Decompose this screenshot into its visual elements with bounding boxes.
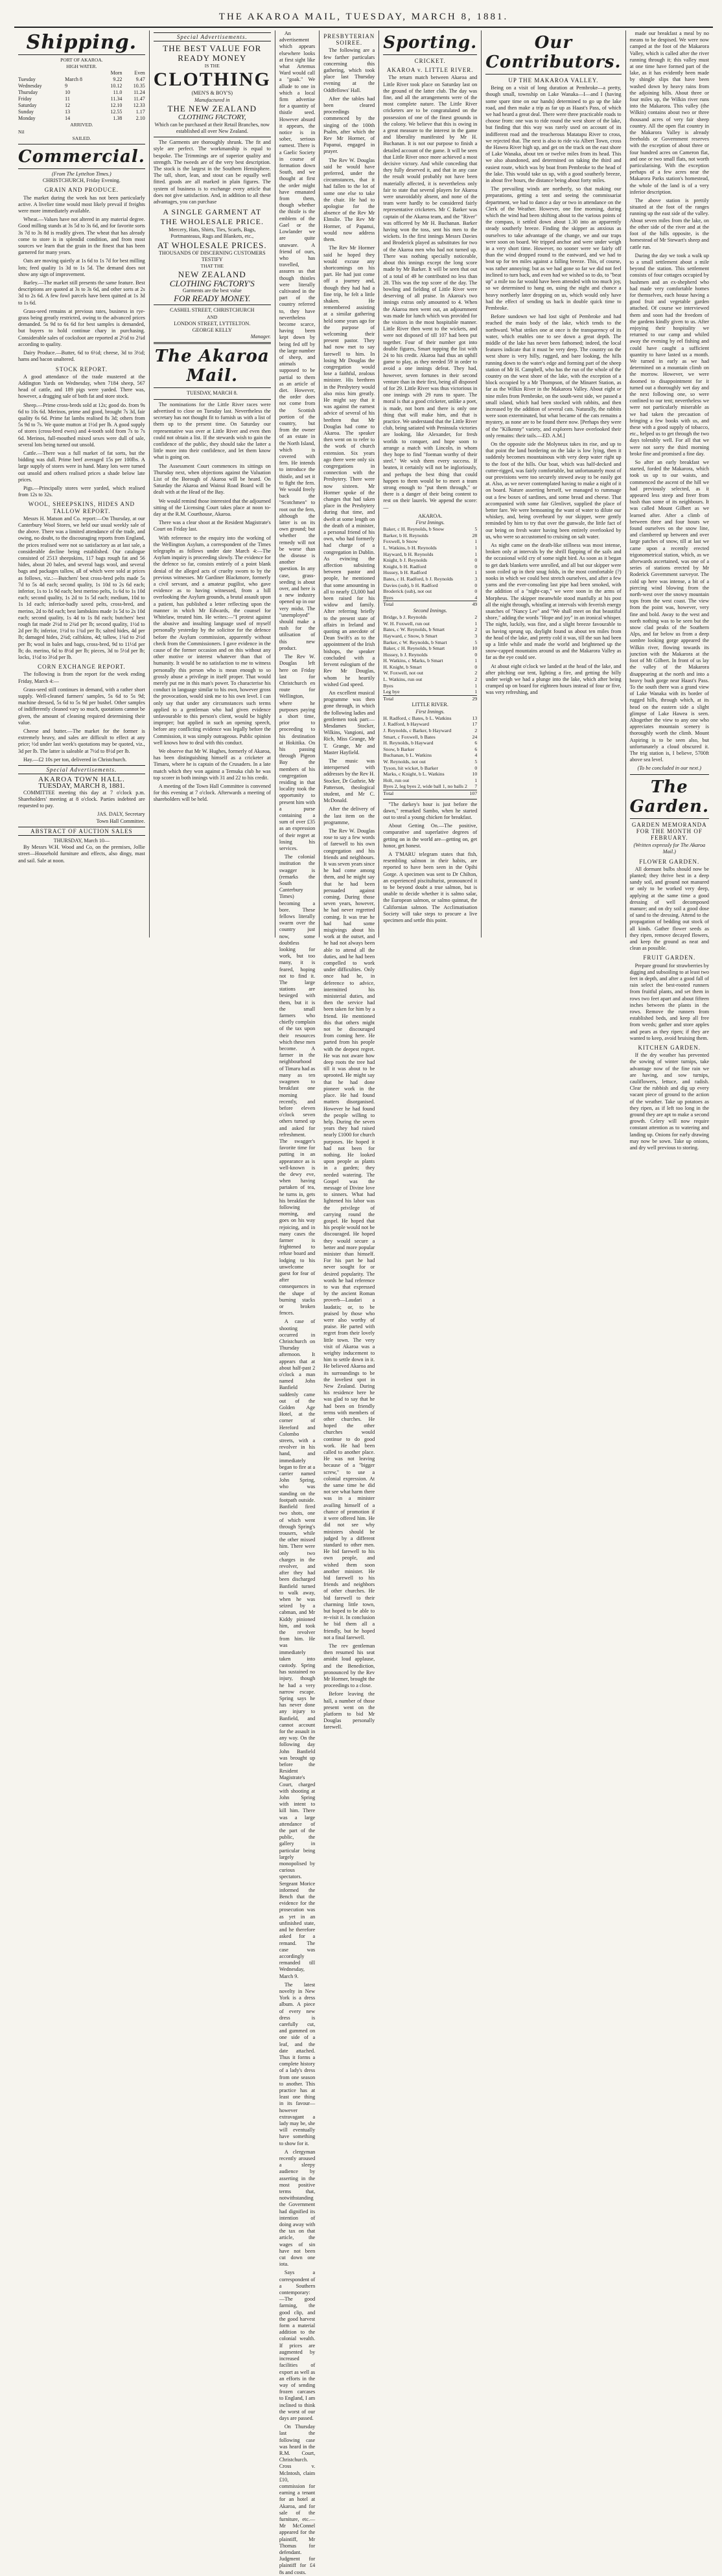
score-row: Davies (sub), b H. Radford 0 xyxy=(383,582,478,588)
paragraph: The following is from the report for the week ending Friday, March 4:— xyxy=(18,671,145,684)
ad-line: Which can be purchased at their Retail Branches, now established all over New Zealand. xyxy=(154,121,270,135)
score-row: H. Knight, b Smart 0 xyxy=(383,663,478,670)
town-hall-heading: AKAROA TOWN HALL. xyxy=(38,776,125,784)
score-row: Baker, c H. Reynolds, b Smart 10 xyxy=(383,645,478,652)
paragraph: The music was interspersed with addresses by the Rev H. Stocker, Dr Guthrie, Mr Patterson, theological student, and Mr C. McDonald. xyxy=(323,757,375,804)
score-row: Holt, run out 1 xyxy=(383,777,478,783)
paragraph: There was a clear shoot at the Resident Magistrate's Court on Friday last. xyxy=(153,520,271,533)
paragraph: A meeting of the Town Hall Committee is convened for this evening at 7 o'clock. Afterwards a meeting of shareholders will be held. xyxy=(153,783,271,803)
paragraph: Before leaving the hall, a number of those present went on the platform to bid Mr Douglas personally farewell. xyxy=(323,1691,375,1731)
paragraph: We observe that Mr W. Hughes, formerly of Akaroa, has been distinguishing himself as a cricketer at Timaru, where he is captain of the Crusaders. In a late match which they won against a Temuka club he was top scorer in both innings with 31 and 22 to his credit. xyxy=(153,748,271,781)
ad-line: Garments are the best value xyxy=(182,288,242,294)
score-row: Knight, b J. Reynolds 0 xyxy=(383,557,478,564)
ad-ready-money: FOR READY MONEY. xyxy=(174,293,251,304)
paragraph: On Thursday last the following case was heard in the R.M. Court, Christchurch. Cross v. McIntosh, claim £10, commission for earning a tenant for an hotel at Akaroa, and for sale of the furniture, etc.—Mr McConnel appeared for the plaintiff, Mr Thomas for defendant. Judgment for plaintiff for £4 8s and costs. xyxy=(279,2424,316,2575)
ad-line: Manager. xyxy=(250,334,271,340)
tide-row: Friday 11 11.34 11.47 xyxy=(18,96,145,102)
paragraph: Pigs.—Principally stores were yarded, which realised from 12s to 32s. xyxy=(18,485,145,498)
town-signature-title: Town Hall Committee. xyxy=(96,818,145,824)
grain-heading: GRAIN AND PRODUCE. xyxy=(44,187,119,194)
score-row: Marks, c Knight, b L. Watkins 10 xyxy=(383,771,478,777)
special-ads-heading: Special Advertisements. xyxy=(18,765,145,774)
score-row: Byes 2, leg byes 2, wide ball 1, no balls 2 7 xyxy=(383,783,478,790)
paragraph: Dairy Produce.—Butter, 6d to 6½d; cheese, 3d to 3½d; hams and bacon unaltered. xyxy=(18,350,145,363)
paragraph: With reference to the enquiry into the working of the Wellington Asylum, a correspondent of the Times telegraphs as follows under date March 4:—The Asylum inquiry is proceeding slowly. The evidence for the defence so far, consists entirely of a point blank denial of the alleged acts of cruelty sworn to by the previous witnesses. Mr Gardiner Blackmore, formerly a civil servant, and a amateur pugilist, who gave evidence as to having witnessed, from a hill overlooking the Asylum grounds, a brutal assault upon a patient, has published a letter reflecting upon the manner in which Mr Edwards, the counsel for Whitelaw, treated him. He writes:—"I protest against the abusive and insulting language used of myself personally yesterday by the solicitor for the defence before the Asylum commission, apparently without check from the Commissioners. I gave evidence in the cause of the former occasion and on this without any other motive or interest whatever than that of humanity. It would be no satisfaction to me to witness personally this person who is mean enough to so grossly abuse a privilege in itself proper. That would merely put me in this man's power. To characterise his conduct in language similar to his own, however gross the provocation, would sink me to his own level. I can only say that under any circumstances such terms applied to a gentleman who had given evidence unfavourable to this person's client, would be highly improper; but applied in such an opening speech, before any conflicting evidence was legally before the Commission, it was simply outrageous. Public opinion well knows how to deal with this conduct. xyxy=(153,535,271,746)
ad-line: CASHEL STREET, CHRISTCHURCH xyxy=(170,307,255,314)
ad-line: LONDON STREET, LYTTELTON. xyxy=(174,320,251,327)
ad-line: IS THE xyxy=(204,63,220,69)
soiree-heading: PRESBYTERIAN SOIREE. xyxy=(323,33,375,47)
score-row: Bates, c W. Reynolds, b Smart 2 xyxy=(383,627,478,633)
score-row: Hayward, b H. Reynolds 1 xyxy=(383,551,478,557)
paragraph: The rev gentleman then resumed his seat amidst loud applause, and the Benediction, pronounced by the Rev Mr Hormer, brought the proceedings to a close. xyxy=(323,1642,375,1689)
paragraph: So after an early breakfast we started, forded the Makarora, which took us up to our waists, and commenced the ascent of the hill we had previously selected, as it appeared less steep and freer from bush than some of its neighbours. It was called Mount Gilbert as we learned after. After a climb of between three and four hours we found ourselves on the snow line, and clambered up between and over large patches of snow, till at last we came upon a recently erected trigonometrical station, which, as we afterwards ascertained, was one of a series of stations erected by Mr Roderick Government surveyor. The cold up here was intense, a bit of a piercing wind blowing from the north-west over the snowy mountain tops from the west coast. The view from the point was, however, very fine and bold. Away to the west and north nothing was to be seen but the snow clad peaks of the Southern Alps, and far below us from a deep sombre looking gorge appeared the Wilkin river, flowing towards its junction with the Makarora at the foot of Mt Gilbert. In front of us lay the valley of the Makarora disappearing at the north and into a heavy bush gorge near Haast's Pass. To the south there was a grand view of Lake Wanaka with its border of rugged hills, through which, at its head on the eastern side a slight glimpse of Lake Hawea is seen. Altogether the view to any one who appreciates mountain scenery is thoroughly worth the climb. Mount Aspiring is to be seen also, but unfortunately a cloud obscured it. The trig station is, I believe, 5700ft above sea level. xyxy=(629,459,709,763)
paragraph: Sheep.—Prime cross-breds sold at 12s; good do. from 9s 6d to 10s 6d. Merinos, prime and good, brought 7s 3d, fair quality 6s 6d. Prime fat lambs realised 8s 3d; others from 5s 9d to 7s. We quote mutton at 1½d per lb. A good supply of stores (cross-bred ewes) and 4-tooth sold from 7s to 7s 6d. Merinos, full-mouthed mixed sexes were dull of sale, several lots being turned out unsold. xyxy=(18,402,145,448)
ad-line: THOUSANDS OF DISCERNING CUSTOMERS TESTIFY xyxy=(158,249,266,262)
ad-clothing: CLOTHING xyxy=(153,69,271,91)
paragraph: Grass-seed remains at previous rates, business in rye-grass being greatly restricted, owing to the advanced prices demanded. 5s 9d to 6s 6d for best samples is demanded, but buyers to hold continue chary in purchasing. Considerable sales of cocksfoot are reported at 2½d to 2¾d according to quality. xyxy=(18,308,145,347)
paragraph: The market during the week has not been particularly active. A livelier time would most likely prevail if freights were more immediately available. xyxy=(18,194,145,214)
score-row: Barker, c W. Reynolds, b Smart 5 xyxy=(383,639,478,645)
corn-heading: CORN EXCHANGE REPORT. xyxy=(38,663,126,671)
score-row: Smart, c Foxwell, b Bates 24 xyxy=(383,733,478,740)
score-row: Bridge, b J. Reynolds 2 xyxy=(383,614,478,621)
arrived-heading: ARRIVED. xyxy=(70,122,93,128)
ad-line: Manufactured in xyxy=(194,97,230,103)
paragraph: Grass-seed still continues in demand, with a rather short supply. Well-cleaned farmers' samples, 5s 6d to 5s 9d; machine dressed, 5s 6d to 5s 9d per bushel. Other samples of indifferently cleaned vary so much, quotations cannot be given, the amount of cleaning required determining their value. xyxy=(18,686,145,726)
ad-line: CLOTHING FACTORY, xyxy=(178,113,246,121)
score-row: Byes 4 xyxy=(383,594,478,601)
tide-row: Monday 14 1.38 2.10 xyxy=(18,115,145,122)
score-row: J. Radford, b Hayward 17 xyxy=(383,721,478,728)
paragraph: Before sundown we had lost sight of Pembroke and had reached the main body of the lake, which tends to the northward. What strikes one at once is the transparency of its water, which enables one to see down a great depth. The middle of the lake has never been fathomed; indeed, the local features indicate that it must be very deep. The country on the west shore is very hilly, rugged, and bare looking, the hills running down to the water's edge and forming part of the sheep station of Mr H. Campbell, who has the run of the whole of the country on the west shore of the lake, with the exception of a block occupied by a Mr Thompson, of the Minaret Station, as far as the Wilkin River in the Makarora Valley. About eight or nine miles from Pembroke, on the south-west side, we passed a small island, which had been stocked with rabbits, and then increased by the addition of several cats. Naturally, the rabbits were soon exterminated, but what became of the cats remains a mystery, as none are to be found there now. [Perhaps they were of the "Kilkenny" variety, and explorers have overlooked their only remains: their tails.—ED. A.M.] xyxy=(485,314,622,439)
score-row: Hussey, b H. Radford 1 xyxy=(383,569,478,576)
arrived-nil: Nil xyxy=(18,128,25,135)
paragraph: We would remind those interested that the adjourned sitting of the Licensing Court takes place at noon to-day at the R.M. Courthouse, Akaroa. xyxy=(153,498,271,517)
paragraph: COMMITTEE meeting this day at 7 o'clock p.m. Shareholders' meeting at 8 o'clock. Parties indebted are requested to pay. xyxy=(18,789,145,809)
paragraph: The Rev W. Douglas rose to say a few words of farewell to his own congregation and his friends and neighbours. It was seven years since he had come among them, and he might say that he had been persuaded against coming. During those seven years, however, he had never regretted coming. It was true he had had some misgivings about his work at the outset, and he had not always been able to attend all the duties, and he had been compelled to work under difficulties. Only once had he, in deference to advice, intermitted his ministerial duties, and then the service had been taken for him by a friend. He mentioned this that others might not be discouraged from coming here. He parted from his people with the deepest regret. He was not aware how deep roots the tree had till it was about to be uprooted. He might say that he had done pioneer work in the place. He had found matters disorganised. However he had found the people willing to help. During the seven years they had raised nearly £1000 for church purposes. He hoped it had not been for nothing. He looked upon people as plants in a garden; they needed watering. The Gospel was the message of Divine love to sinners. What had lightened his labor was the privilege of carrying round the gospel. He hoped that his people would not be discouraged. He hoped they would secure a better and more popular minister than himself. For his part he had never sought for or desired popularity. The words he had reference to was that expressed by the ancient Roman proverb—Laudari a laudatis; or, to be praised by those who were also worthy of praise. He parted with regret from their lovely little town. The very visit of Akaroa was a weighty inducement to him to settle down in it. He believed Akaroa and its surroundings to be the loveliest spot in New Zealand. During his residence here he was glad to say that he had been on friendly terms with members of other churches. He hoped the other churches would continue to do good work. He had been called to another place. He was not leaving because of a "bigger screw," to use a colonial expression. At the same time he did not see what harm there was in a minister availing himself of a chance of promotion if it were offered him. He did not see why ministers should be judged by a different standard to other men. He bid farewell to his own people, and wished them soon another minister. He bid farewell to his friends and neighbors of other churches. He bid farewell to their charming little town, but hoped to be able to re-visit it. In conclusion he bid them all a friendly, but he hoped not a final farewell. xyxy=(323,827,375,1640)
score-row: Buchanan, b L. Watkins 4 xyxy=(383,752,478,759)
first-innings-heading: First Innings. xyxy=(415,520,445,526)
score-row: H. Reynolds, b Hayward 6 xyxy=(383,740,478,746)
special-ads-heading: Special Advertisements. xyxy=(154,32,271,41)
tide-row: Saturday 12 12.10 12.33 xyxy=(18,102,145,109)
auction-day: THURSDAY, March 10— xyxy=(53,837,110,844)
column-5 xyxy=(379,30,482,937)
score-row: Barker, b H. Reynolds 28 xyxy=(383,532,478,538)
score-row: H. Watkins, c Marks, b Smart 1 xyxy=(383,658,478,664)
paragraph: The Rev W. Douglas left here on Friday last for Christchurch en route for Wellington, where he purposes paying a short time, prior to proceeding to his destination at Hokitika. On his passing through Pigeon Bay the members of his congregation residing in that locality took the opportunity to present him with a purse containing a sum of over £35 as an expression of their regret at losing his services. xyxy=(279,654,316,851)
paragraph: Says a correspondent of a Southern contemporary:—The good farming, the good clip, and the good harvest form a material addition to the colonial wealth. If prices are augmented by increased facilities of export as well as an efforts in the way of sending frozen carcases to England, I am inclined to think the worst of our days are passed. xyxy=(279,2270,316,2421)
score-row: H. Radford, c Bates, b L. Watkins 13 xyxy=(383,715,478,721)
ad-line: THAT THE xyxy=(200,263,224,270)
score-row: Foxwell, b Snow 1 xyxy=(383,538,478,545)
paragraph: Cheese and butter.—The market for the former is extremely heavy, and sales are difficult to effect at any price; ½d under last week's quotations may be quoted, viz., 3d per lb. The latter is saleable at 7½d to 8½d per lb. xyxy=(18,728,145,754)
lr-first-innings-heading: First Innings. xyxy=(415,708,445,715)
column-7 xyxy=(626,30,713,1151)
ad-wholesale: AT WHOLESALE PRICES. xyxy=(157,240,267,250)
ad-single: A SINGLE GARMENT AT THE WHOLESALE PRICE. xyxy=(160,207,264,227)
paragraph: An excellent musical programme was then gone through, in which the following ladies and gentlemen took part:—Mesdames Stocker, Wilkins, Vangioni, and Rich, Miss Grange, Mr T. Grange, Mr and Master Hayfield. xyxy=(323,689,375,755)
paragraph: made our breakfast a meal by no means to be despised. We were now camped at the foot of the Makarora Valley, which is called after the river running through it; this valley must at one time have formed part of the lake, as it has evidently been made by shingle slips that have been washed down by heavy rains from the adjoining hills. About three or four miles up, the Wilkin river runs into the Makarora. This valley (the Wilkin) contains about two or three thousand acres of very fair sheep country. All the open flat country in the Makarora Valley is already freeholds or Government reserves with the exception of about three or four hundred acres on Cameron flat, and one or two small flats, not worth particularising. With the exception perhaps of a few acres near the Makarora Parks station's homestead, the whole of the land is of a very inferior description. xyxy=(629,30,709,195)
score-row: L. Watkins, run out 2 xyxy=(383,676,478,683)
paragraph: After the delivery of the last item on the programme, xyxy=(323,806,375,825)
cricket-heading: CRICKET. xyxy=(414,58,446,64)
match-heading: AKAROA v. LITTLE RIVER. xyxy=(386,67,474,74)
shipping-heading: Shipping. xyxy=(26,31,137,54)
paragraph: A case of shooting occurred in Christchurch on Thursday afternoon. It appears that at about half-past 2 o'clock a man named John Banfield suddenly came out of the Golden Age Hotel, at the corner of Hereford and Colombo streets, with a revolver in his hand, and immediately began to fire at a carrier named John Spring, who was standing on the footpath outside. Banfield fired two shots, one of which went through Spring's trousers, while the other missed him. There were only two charges in the revolver, and after they had been discharged Banfield turned to walk away, when he was seized by a cabman, and Mr Kiddy pinioned him, and took the revolver from him. He was immediately taken into custody. Spring has sustained no injury, though he had a very narrow escape. Spring says he has never done any injury to Banfield, and cannot account for the assault in any way. On the following day John Banfield was brought up before the Resident Magistrate's Court, charged with shooting at John Spring with intent to kill him. There was a large attendance of the part of the public, the gallery in particular being largely monopolised by curious spectators. Sergeant Morice informed the Bench that the evidence for the prosecution was as yet in an unfinished state, and he therefore asked for a remand. The case was accordingly remanded till Wednesday, March 9. xyxy=(279,1318,316,1979)
masthead: THE AKAROA MAIL, TUESDAY, MARCH 8, 1881. xyxy=(14,12,713,28)
score-row: L. Watkins, b H. Reynolds 1 xyxy=(383,545,478,551)
dateline: CHRISTCHURCH, Friday Evening. xyxy=(42,178,121,184)
paragraph: Messrs H. Matson and Co. report:—On Thursday, at our Canterbury Wool Stores, we held our usual weekly sale of the above. There was a limited attendance of the trade, and owing, no doubt, to the discouraging reports from England, the prices realised were not so satisfactory as at last sale, a considerable decline being established. Our catalogue consisted of 2513 sheepskins, 117 bags rough fat and 56 hides, about 20 bales, and several bags wool, and several bags and packages tallow, all of which were sold at prices as follows, viz.:—Butchers' best cross-bred pelts made 5s 7d to 5s 4d each; second quality, 1s 10d to 2s 6d each; inferior, 1s to 1s 9d each; best merino pelts, 1s 6d to 1s 10d each; second quality, 1s 2d to 1s 5d each; medium, 10d to 1s 1d each; inferior-badly saved pelts, cross-bred, and merino, 2d to 8d each; best lambskins made 1s 5d to 2s 10d each; second quality, 1s 4d to 1s 8d each; butchers' best rough fat made 2½d to 2¾d per lb; second quality, 1½d to 2d per lb; inferior, 1½d to 1¾d per lb; salted hides, 4d per lb; damaged hides, 2¾d; calfskins, 4d; tallow, 1¾d to 2½d per lb; wool in bales and bags, cross-bred, 9d to 11½d per lb; do. merino, 6d to 8½d per lb; pieces, 3d to 5½d per lb; locks, 1½d to 3½d per lb. xyxy=(18,515,145,661)
ad-body: The Garments are thoroughly shrunk. The fit and style are perfect. The workmanship is equal to bespoke. The Trimmings are of superior quality and strength. The tweeds are of the very best description. The stock is the largest in the Southern Hemisphere. The tall, short, lean, and stout can be equally well fitted. goods are all marked in plain figures. The system of business is to exchange every article that does not give satisfaction. And, in addition to all these advantages, you can purchase xyxy=(153,139,271,205)
score-total: Total 29 xyxy=(383,695,478,702)
paragraph: An advertisement which appears elsewhere looks at first sight like what Artemus Ward would call a "goak." We allude to one in which a local firm advertise for a quantity of thistle seed. However absurd it appears, the notice is in sober, serious earnest. There is a Gaelic Society in course of formation down South, and we thought at first the order might have emanated from them, though whether the thistle is the emblem of the Gael or the Lowlander we are quite unaware. A friend of ours, who has travelled, assures us that though thistles were literally cultivated in the part of the country referred to, they have nevertheless become scarce, having been kept down by being fed off by the large number of sheep, and animals supposed to be partial to them as an article of diet. However, the order does not come from the Scottish portion of the country, but from the owner of an estate in the North Island, which is covered with fern. He intends to introduce the thistle, and set it to fight the fern. We would freely back the "Scotchmen" to root out the fern, although the latter is on its own ground; but whether the remedy will not be worse than the disease is another question. In any case, grass-seeding is about over, and here is a new industry opened up in our very midst. The "unemployed" should make a rush for the utilisation of this new product. xyxy=(279,30,316,651)
column-4 xyxy=(320,30,379,1731)
column-1 xyxy=(14,30,150,937)
score-row: W. H. Foxwell, run out 1 xyxy=(383,620,478,627)
ad-line: THE NEW ZEALAND xyxy=(167,103,257,113)
paragraph: The Rev W. Douglas said he would have preferred, under the circumstances, that it had fallen to the lot of some one else to take the chair. He had to apologise for the absence of the Rev Mr Elmslie. The Rev Mr Hormer, of Papanui, would now address them. xyxy=(323,157,375,243)
paragraph: If the dry weather has prevented the sowing of winter turnips, take advantage now of the fine rain we are having, and sow turnips, cauliflowers, lettuce, and radish. Clear the rubbish and dig up every vacant piece of ground to the action of the weather. Take up potatoes as they ripen, as if left too long in the ground they are apt to make a second growth. Celery will now require constant attention as to watering and landing up. Onions for early drawing may now be sown. Take up onions, and dry well previous to storing. xyxy=(629,1052,709,1151)
port-line: PORT OF AKAROA. xyxy=(60,57,103,63)
score-row: W. Foxwell, not out 2 xyxy=(383,670,478,676)
paragraph: "The darkey's hour is just before the dawn," remarked Sambo, when he started out to steal a young chicken for breakfast. xyxy=(383,801,478,820)
garden-subheading: (Written expressly for The Akaroa Mail.) xyxy=(633,842,706,855)
auction-heading: ABSTRACT OF AUCTION SALES xyxy=(18,827,145,836)
from-times: (From The Lyttelton Times.) xyxy=(51,171,111,178)
column-2 xyxy=(150,30,275,937)
tide-row: Wednesday 9 10.12 10.35 xyxy=(18,83,145,89)
fruit-heading: FRUIT GARDEN. xyxy=(643,954,696,961)
clothing-advertisement xyxy=(154,43,271,340)
paragraph: By Messrs W.H. Wood and Co, on the premises, Jollie street—Household furniture and effects, also dingy, mast and sail. Sale at noon. xyxy=(18,844,145,864)
valley-heading: UP THE MAKAROA VALLEY. xyxy=(508,77,599,84)
score-row: W. Reynolds, not out 5 xyxy=(383,759,478,765)
garden-heading: The Garden. xyxy=(629,777,710,816)
tide-row: Sunday 13 12.55 1.17 xyxy=(18,109,145,115)
paragraph: All dormant bulbs should now be planted; they thrive best in a deep sandy soil, and ground not manured or only to be worked very deep, applying at the same time a good dressing of well decomposed manure; and on dry soil a good dose of sand to the dressing. Attend to the propagation of bedding out stock of all kinds. Gather flower seeds as they ripen, remove decayed flowers, and keep the ground as neat and clean as possible. xyxy=(629,866,709,952)
ad-line: (MEN'S & BOY'S) xyxy=(191,90,233,97)
tide-row: Tuesday March 8 9.22 9.47 xyxy=(18,76,145,83)
paragraph: The following are a few farther particulars concerning this gathering, which took place last Thursday evening at the Oddfellows' Hall. xyxy=(323,47,375,93)
paragraph: Barley.—The market still presents the same feature. Best descriptions are quoted at 3s to 3s 6d, and other sorts at 2s 3d to 2s 6d. A few fowl parcels have been quitted at 1s 3d to 1s 6d. xyxy=(18,280,145,306)
akaroa-heading: AKAROA. xyxy=(418,512,443,519)
mail-date: TUESDAY, MARCH 8. xyxy=(186,390,238,397)
paragraph: The prevailing winds are northerly, so that making our preparations, getting a tent and seeing the commissariat department, we had to dance a day or two in attendance on the Clerk of the Weather. However, one fine morning, during which the wind had been shifting about to the various points of the compass, it settled down about 1.30 into an apparently steady southerly breeze. Finding the skipper as anxious as ourselves to take advantage of the change, we and our traps were soon on board. We tripped anchor and were under weigh in a very short time. However, no sooner were we fairly off than the wind dropped round to the eastward, and we had to beat up for ten miles against a falling breeze. This, of course, was rather annoying; but as we had gone so far we did not feel inclined to turn back, and even had we wished so to do, to "beat up" a mile too far would have been attended with too much joy, so we determined to hang on, using the night and chance a heavy northerly later dropping on us, which would only have had the effect of sending us back in double quick time to Pembroke. xyxy=(485,186,622,311)
continued-note: (To be concluded in our next.) xyxy=(637,765,701,772)
paragraph: The latest novelty in New York is a dress album. A piece of every new dress is carefully cut, and gummed on one side of a leaf, and the date attached. Thus it forms a complete history of a lady's dress from one season to another. This practice has at least one thing in its favour—however extravagant a lady may be, she will eventually have something to show for it. xyxy=(279,1981,316,2146)
score-row: Knight, b H. Radford 0 xyxy=(383,563,478,569)
paragraph: Being on a visit of long duration at Pembroke—a pretty, though small, township on Lake Wanaka—I—and I (having some spare time on our hands) determined to go up the lake road, and then make a trip as far up as Haast's Pass, of which we had heard a great deal. There were three practicable roads to choose from: one was to ride round the west shore of the lake, but finding that this way was rarely used on account of its indifferent road and the treacherous Matatapu River to cross, we rejected that. The next is also to ride via Albert Town, cross the Hawea River high up, and get on the track on the east shore of Lake Wanaka, about ten or twelve miles from its head. This we also abandoned, and determined on taking the third and easiest route, which was by boat from Pembroke to the head of the lake. This would take us up, with a good southerly breeze, in about five hours, the distance being about forty miles. xyxy=(485,85,622,184)
paragraph: Cattle.—There was a full market of fat sorts, but the bidding was dull. Prime beef averaged 15s per 100lbs. A large supply of stores were in hand. Many lots were turned out unsold and others realised prices a shade below late prices. xyxy=(18,450,145,483)
paragraph: On the opposite side the Molyneux takes its rise, and up to that point the land bordering on the lake is low lying, then it suddenly becomes mountainous with very deep water right up to the foot of the hills. Our boat, which was half-decked and cutter-rigged, was fairly comfortable, but unfortunately most of our provisions were too securely stowed away to be easily got at. Also, as we never contemplated having to make a night of it on board. Nature asserting herself, we managed to rummage out a few boxes of sardines, and some bread and cheese. That accompanied with some fair Glenlivet, supplied the place of better fare. We were bemoaning the want of water to dilute our whiskey, and, being overheard by our skipper, were gently reminded by him to try that over the gunwale, the little fact of our being on fresh water having been entirely overlooked by us, who were so accustomed to cruising on salt water. xyxy=(485,441,622,540)
paragraph: During the day we took a walk up to a small settlement about a mile beyond the station. This settlement consists of four cottages occupied by bushmen and an ex-shepherd who had made very comfortable homes for themselves, each house having a good fruit and vegetable garden attached. Of course we interviewed them and soon had the freedom of the gardens kindly given to us. After enjoying their hospitality we returned to our camp and whiled away the evening by eel fishing and could have caught a sufficient quantity to have lasted us a month. We turned in early as we had determined on a mountain climb on the morrow. However, we were doomed to disappointment for it turned out a thoroughly wet day and the next following one, so were confined to our tent; nevertheless we were not particularly miserable as we had taken the precaution of bringing a few books with us, and these with a good supply of tobacco, etc., helped us to get through the two days tolerably well. For all that we were not sorry the third morning broke fine and promised a fine day. xyxy=(629,252,709,457)
paragraph: After the tables had been cleared proceedings commenced by the singing of the 100th Psalm, after which the Rev Mr Hormer, of Papanui, engaged in prayer. xyxy=(323,95,375,155)
score-row: Bates, c H. Radford, b J. Reynolds 3 xyxy=(383,575,478,582)
paragraph: A clergyman recently aroused a sleepy audience by asserting in the most positive terms that, notwithstanding the Government had dignified its intention of doing away with the tax on that article, the wages of sin have not been cut down one iota. xyxy=(279,2148,316,2268)
flower-heading: FLOWER GARDEN. xyxy=(639,858,700,865)
paragraph: Wheat.—Values have not altered in any material degree. Good milling stands at 3s 5d to 3s 6d, and for favorite sorts 3s 7d to 3s 8d is readily given. The wheat that has already come to store is in splendid condition, and from most sources we learn that the grain in the finest that has been garnered for many years. xyxy=(18,216,145,256)
score-row: Hayward, c Snow, b Smart 3 xyxy=(383,632,478,639)
paragraph: A T'MARU telegram states that fish, resembling salmon in their habits, are reported to have been seen in the Opihi Gorge. A specimen was sent to Dr Chilton, an experienced piscitulturist, pronounced it to be beyond doubt a true salmon, but is unable to decide whether it is salmo salar, the European salmon, or salmo quinnat, the Californian salmon. The Acclimatisation Society will take steps to procure a live specimen and settle this point. xyxy=(383,851,478,924)
score-row: Snow, b Barker 6 xyxy=(383,746,478,752)
score-row: Broderick (sub), not out 0 xyxy=(383,588,478,595)
town-hall-date: TUESDAY, MARCH 8, 1881. xyxy=(38,782,125,790)
little-river-heading: LITTLE RIVER. xyxy=(412,702,448,708)
score-row: Byes 1 xyxy=(383,682,478,689)
stock-heading: STOCK REPORT. xyxy=(55,365,108,373)
columns xyxy=(14,30,713,2575)
column-3 xyxy=(275,30,320,2575)
tide-table xyxy=(18,70,145,122)
tide-header-row: Morn Even xyxy=(110,70,145,76)
wool-heading: WOOL, SHEEPSKINS, HIDES AND TALLOW REPORT. xyxy=(28,501,135,514)
mail-heading: The Akaroa Mail. xyxy=(154,347,270,386)
ad-line: GEORGE KELLY xyxy=(192,327,232,334)
ad-line: Mercery, Hats, Shirts, Ties, Scarfs, Bags, Portmanteaus, Rugs and Blankets, etc., xyxy=(169,227,256,240)
paragraph: As night came on the death-like stillness was most intense, broken only at intervals by the shrill flapping of the sails and the occasional wild cry of some night bird. As soon as it began to get dark blankets were unrolled, and all but our skipper were soon coiled up in their snug folds, in the most comfortable (?) nooks in which we could best stretch ourselves, and after a few yarns and the ever-consoling last pipe had been smoked, with the addition of a "night-cap," we were soon in the arms of Morpheus. The skipper meanwhile stood manfully at his post all the night through, whistling at intervals with feverish energy snatches of "Nancy Lee" and "We shall meet on that beautiful shore," adding the words "Hope and joy" in an ironical whisper. The night, luckily, was fine, and a slight breeze favourable to us having sprung up, daylight found us about ten miles from the head of the lake, and pretty cold it was, till the sun had been up a little while and made the world and brightened up the snow-capped mountains around us and the Makarora Valley as far as the eye could see. xyxy=(485,542,622,661)
sporting-heading: Sporting. xyxy=(383,33,478,52)
tide-heading: HIGH WATER. xyxy=(66,63,97,70)
ad-line: AND xyxy=(207,314,218,320)
score-row: Tyson, hit wicket, b Barker 0 xyxy=(383,765,478,771)
paragraph: The nominations for the Little River races were advertised to close on Tuesday last. Nevertheless the secretary has not thought fit to furnish us with a list of them up to the present time. On Saturday our representative was over at Little River and even then could not obtain a list. If the stewards wish to gain the confidence of the public, they should take the latter a little more into their confidence, and let them know what is going on. xyxy=(153,401,271,461)
commercial-heading: Commercial. xyxy=(18,147,145,167)
paragraph: At about eight o'clock we landed at the head of the lake, and after pitching our tent, lighting a fire, and getting the billy under weigh we had a plunge into the lake, which after being cramped up on board for eighteen hours instead of four or five, was very refreshing, and xyxy=(485,663,622,696)
score-total: Total 107 xyxy=(383,790,478,796)
paragraph: Prepare ground for strawberries by digging and subsoiling to at least two feet in depth, and after a good fall of rain select the best-rooted runners from fruitful plants, and set them in rows two feet apart and about fifteen inches between the plants in the rows. Remove the runners from established beds, and keep all free from weeds; gather and store apples and pears as they ripen; if they are wanted to keep, avoid bruising them. xyxy=(629,962,709,1041)
akaroa-second-innings xyxy=(383,614,477,702)
score-total: Total 49 xyxy=(383,601,478,608)
paragraph: About Getting On.—The positive, comparative and superlative degrees of getting on in the world are—getting on, get honor, get honest. xyxy=(383,823,478,849)
ad-line: CLOTHING FACTORY'S xyxy=(169,279,255,289)
score-row: Hussey, b J. Reynolds 0 xyxy=(383,651,478,658)
ad-line: NEW ZEALAND xyxy=(178,270,246,280)
little-river-innings xyxy=(383,715,477,797)
town-signature: JAS. DALY, Secretary xyxy=(97,811,145,818)
paragraph: The Assessment Court commences its sittings on Thursday next, when objections against the Valuation List of the Borough of Akaroa will be heard. On Saturday the Akaroa and Wainui Road Board will be dealt with at the Head of the Bay. xyxy=(153,463,271,496)
paragraph: The colonial institution the swagger is (remarks the South Canterbury Times) becoming a bore. These fellows literally swarm over the country just now, some doubtless looking for work, but too many, it is feared, hoping not to find it. The large stations are besieged with them, but it is the small farmers who chiefly complain of the tax upon their resources which these men become. A farmer in the neighbourhood of Timaru had as many as ten swagmen to breakfast one morning recently, and before eleven o'clock seven others turned up and asked for refreshment. The swagger's favorite time for putting in an appearance as is well-known is the dewy eve, when having partaken of tea, he turns in, gets his breakfast the following morning, and goes on his way rejoicing, and in many cases the farmer is frightened to refuse board and lodging to his unwelcome guest for fear of after consequences in the shape of burning stacks or broken fences. xyxy=(279,854,316,1317)
ad-line: THE BEST VALUE FOR READY MONEY xyxy=(163,43,262,63)
paragraph: Oats are moving quietly at 1s 6d to 1s 7d for best milling lots; feed quality 1s 3d to 1s 5d. The demand does not show any sign of improvement. xyxy=(18,258,145,277)
paragraph: The above station is prettily situated at the foot of the ranges running up the east side of the valley. About seven miles from the lake, on the other side of the river and at the foot of the hills opposite, is the homestead of Mr Stewart's sheep and cattle run. xyxy=(629,198,709,250)
contributors-heading: Our Contributors. xyxy=(485,33,622,72)
paragraph: The return match between Akaroa and Little River took place on Saturday last on the ground of the latter club. The day was fine, and all the arrangements were of the most complete nature. The Little River cricketers are to be congratulated on the possession of one of the finest grounds in the colony. We believe that this is owing in a great measure to the interest in the game and liberality manifested by Mr H. Buchanan. It is not our purpose to finish a detailed account of the game. It will be seen that Little River once more achieved a most decisive victory. And while conceding that they fully deserved it, and that in any case the result would probably not have been materially affected, it is nevertheless only fair to state that several players for Akaroa were unavoidably absent, and none of the team were hardly to be considered fairly representative cricketers. Mr C Barker was captain of the Akaroa team, and the "River" was officered by Mr H. Buchanan. Barker having won the toss, sent his men to the wickets. In the first innings Messrs Davies and Broderick played as substitutes for two of the Akaroa men who had not turned up. There was nothing specially noticeable, about this innings except the long score made by Mr Barker. It will be seen that out of a total of 49 he contributed no less than 28. This was the top score of the day. The bowling and fielding of Little River were deserving of all praise. In Akaroa's two innings extras only amounted to 4. When the Akaroa men went out, an adjournment was made for lunch which was provided for the visitors in the most hospitable manner. Little River then went to the wickets, and were not disposed of till 107 had been put together. Four of their number got into double figures, Smart topping the list with 24 to his credit. Akaroa had thus an uphill game to play, as they needed 59 in order to avoid a one innings defeat. They had, however, seven fortunes in their second venture than in their first, being all disposed of for 29. Little River was thus victorious in one innings with 29 runs to spare. The moral is that a good cricketer, unlike a poet, is made, not born and there is only one thing that will make him, and that is practice. We understand that the Little River club, being satiated with Peninsula victories are looking, like Alexander, for fresh worlds to conquer, and hope soon to arrange a match with Lincoln, in whom they hope to find "foeman worthy of their steel." We wish them every success. If beaten, it certainly will not be ingloriously, and perhaps the best thing that could happen to them would be to meet a team strong enough to "put them through," or there is a danger of their being content to rest on their laurels. We append the score:— xyxy=(383,75,478,511)
akaroa-first-innings xyxy=(383,526,477,608)
kitchen-heading: KITCHEN GARDEN. xyxy=(638,1044,701,1052)
garden-memoranda-heading: GARDEN MEMORANDA FOR THE MONTH OF FEBRUARY. xyxy=(631,821,707,841)
score-row: Baker, c H. Reynolds, b Snow 5 xyxy=(383,526,478,533)
tide-row: Thursday 10 11.0 11.24 xyxy=(18,89,145,96)
paragraph: Hay.—£2 10s per ton, delivered in Christchurch. xyxy=(23,756,127,763)
score-row: J. Reynolds, c Barker, b Hayward 2 xyxy=(383,728,478,734)
score-row: Leg bye 1 xyxy=(383,689,478,695)
paragraph: A good attendance of the trade mustered at the Addington Yards on Wednesday, when 7184 sheep, 567 head of cattle, and 189 pigs were yarded. There was, however, a dragging sale of both fat and store stock. xyxy=(18,373,145,400)
column-6 xyxy=(482,30,625,937)
sailed-heading: SAILED. xyxy=(72,135,91,141)
second-innings-heading: Second Innings. xyxy=(413,607,447,614)
paragraph: The Rev Mr Hormer said he hoped they would excuse any shortcomings on his part. He had just come off a journey and, though they had had a fine trip, he felt a little shaken. He remembered assisting at a similar gathering held some years ago for the purpose of welcoming their present pastor. They had now met to say farewell to him. In losing Mr Douglas the congregation would lose a faithful, zealous minister. His brethren in the Presbytery would also miss him greatly. He might say that it was against the earnest advice of several of his brethren that Mr Douglas had come to Akaroa. The speaker then went on to refer to the work of church extension. Six years ago there were only six congregations in connection with the Presbytery. There were now sixteen. Mr Hormer spoke of the changes that had taken place in the Presbytery during that time, and dwelt at some length on the death of a minister, a personal friend of his own, who had formerly had charge of a congregation in Dublin. As evincing the affection subsisting between pastor and people, he mentioned that some amounting in all to nearly £3,000 had been raised for his widow and family. After referring briefly to the present state of affairs in Ireland and quoting an anecdote of Dean Swift's as to the appointment of the Irish bishops, the speaker concluded with a fervent eulogium of the Rev Mr Douglas, whom he heartily wished God speed. xyxy=(323,245,375,687)
